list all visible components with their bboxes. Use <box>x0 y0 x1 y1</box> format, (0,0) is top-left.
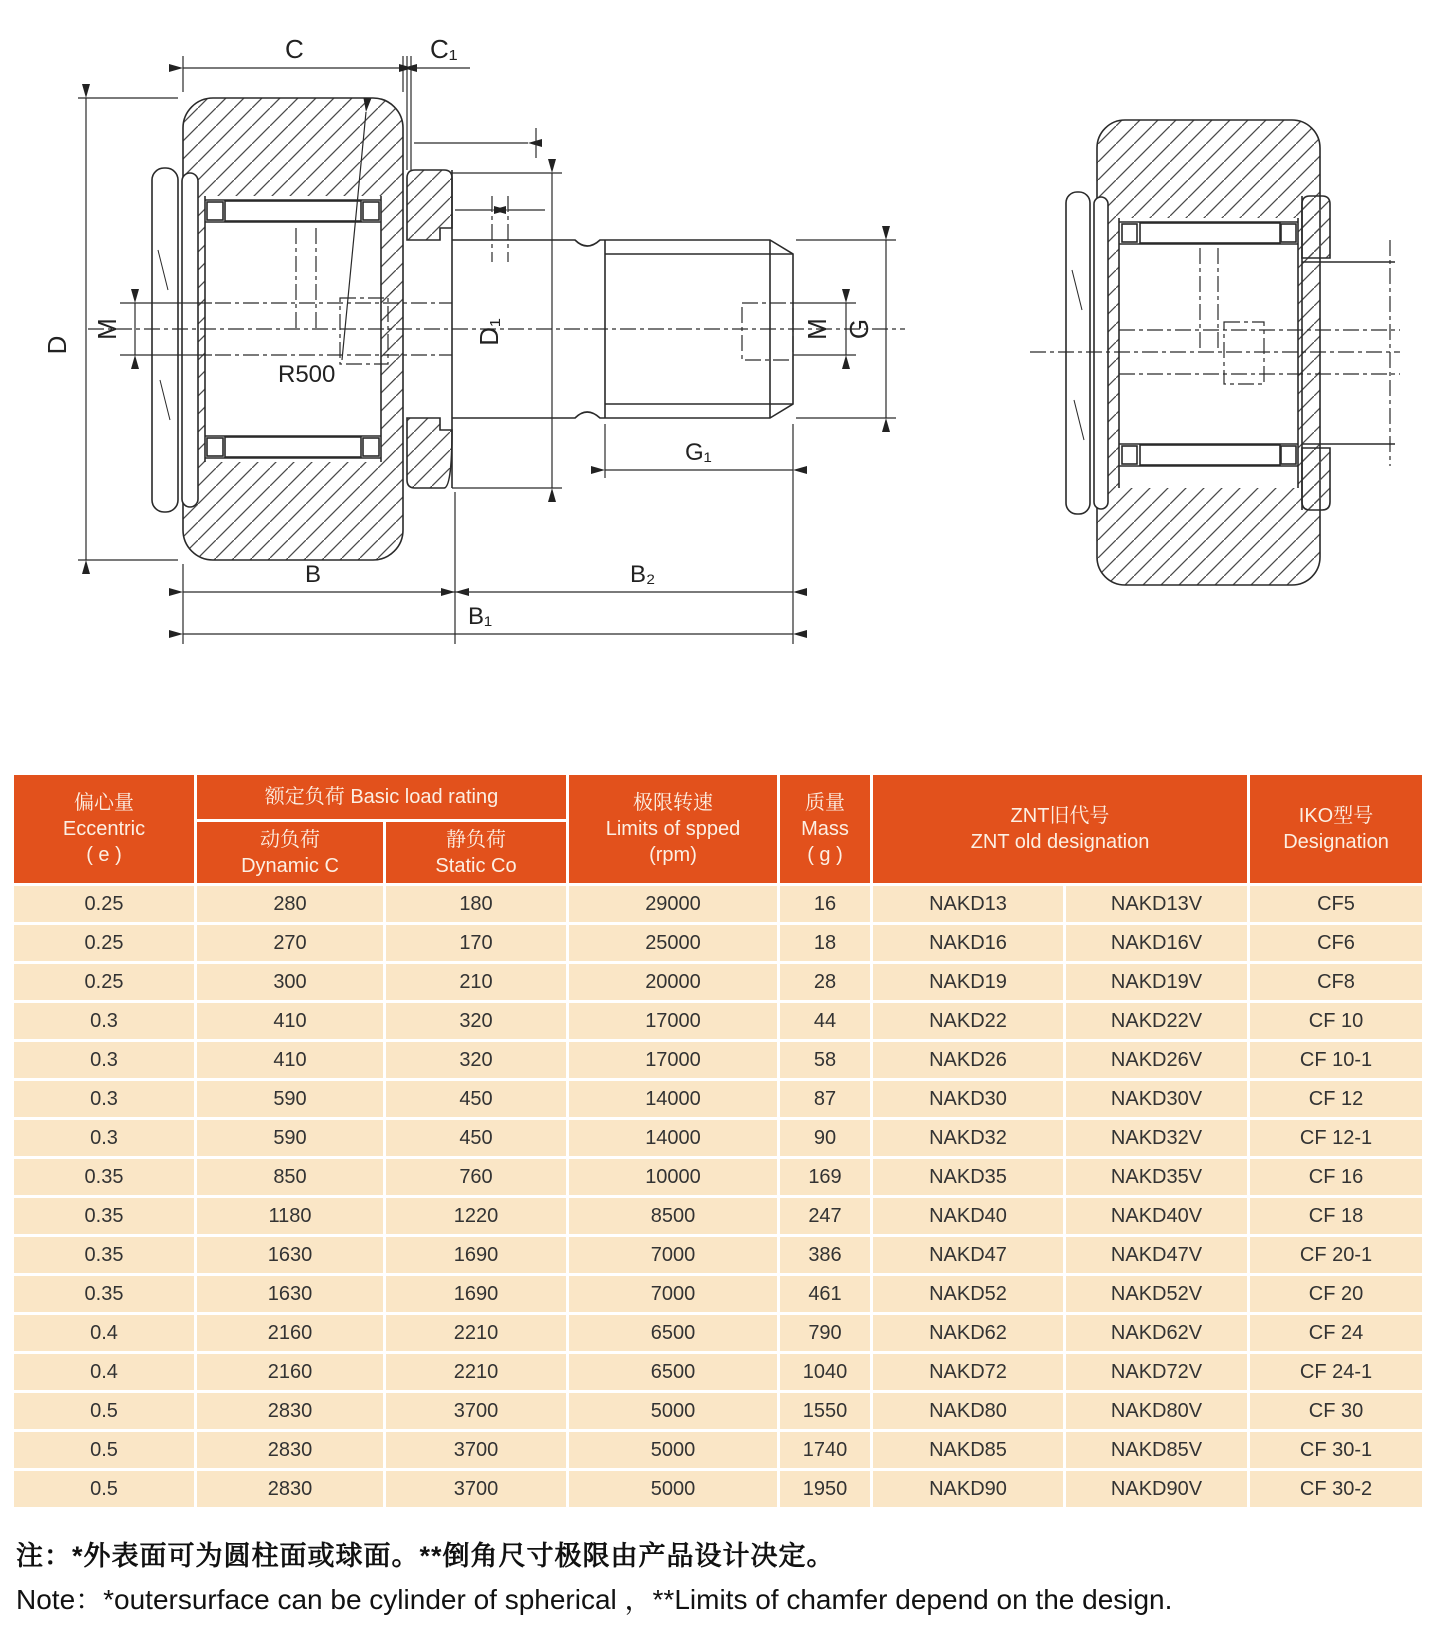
table-cell: CF 20-1 <box>1250 1237 1422 1273</box>
header-mass-unit: ( g ) <box>807 844 843 866</box>
table-cell: 247 <box>780 1198 870 1234</box>
table-cell: 760 <box>386 1159 566 1195</box>
table-cell: 320 <box>386 1003 566 1039</box>
table-cell: 0.25 <box>14 925 194 961</box>
table-cell: 44 <box>780 1003 870 1039</box>
table-cell: 2830 <box>197 1471 383 1507</box>
dim-label-d: D <box>42 335 72 355</box>
header-iko <box>1250 775 1422 883</box>
table-cell: 0.25 <box>14 886 194 922</box>
dim-label-d1: D₁ <box>474 318 504 346</box>
table-cell: 17000 <box>569 1003 777 1039</box>
header-mass-en: Mass <box>801 818 849 840</box>
table-cell: 0.35 <box>14 1237 194 1273</box>
table-cell: 1630 <box>197 1276 383 1312</box>
table-cell: 590 <box>197 1081 383 1117</box>
table-cell: 1630 <box>197 1237 383 1273</box>
dim-label-c: C <box>285 34 304 64</box>
table-cell: 7000 <box>569 1237 777 1273</box>
table-cell: CF 12-1 <box>1250 1120 1422 1156</box>
table-cell: 1690 <box>386 1237 566 1273</box>
header-speed <box>569 775 777 883</box>
table-cell: CF 18 <box>1250 1198 1422 1234</box>
table-cell: 386 <box>780 1237 870 1273</box>
dim-label-g: G <box>844 318 874 340</box>
table-cell: 180 <box>386 886 566 922</box>
table-cell: 2160 <box>197 1354 383 1390</box>
table-cell: 7000 <box>569 1276 777 1312</box>
table-cell: 20000 <box>569 964 777 1000</box>
header-static <box>386 822 566 883</box>
table-cell: 0.3 <box>14 1042 194 1078</box>
dim-label-b: B <box>305 561 322 588</box>
table-cell: 8500 <box>569 1198 777 1234</box>
dim-label-c1: C₁ <box>430 34 458 64</box>
table-cell: 28 <box>780 964 870 1000</box>
table-cell: 3700 <box>386 1393 566 1429</box>
table-cell: 0.35 <box>14 1159 194 1195</box>
table-cell: NAKD85 <box>873 1432 1063 1468</box>
table-cell: CF 30 <box>1250 1393 1422 1429</box>
header-mass <box>780 775 870 883</box>
table-cell: CF 30-2 <box>1250 1471 1422 1507</box>
table-cell: 2210 <box>386 1354 566 1390</box>
table-cell: NAKD80 <box>873 1393 1063 1429</box>
table-cell: 0.35 <box>14 1276 194 1312</box>
table-cell: CF 30-1 <box>1250 1432 1422 1468</box>
table-cell: 18 <box>780 925 870 961</box>
table-cell: CF6 <box>1250 925 1422 961</box>
table-cell: 461 <box>780 1276 870 1312</box>
table-cell: NAKD30 <box>873 1081 1063 1117</box>
table-cell: 0.35 <box>14 1198 194 1234</box>
table-cell: 2210 <box>386 1315 566 1351</box>
header-basic-load-label: 额定负荷 Basic load rating <box>264 786 499 808</box>
table-cell: NAKD40V <box>1066 1198 1247 1234</box>
table-cell: NAKD19 <box>873 964 1063 1000</box>
table-cell: 450 <box>386 1120 566 1156</box>
table-cell: NAKD22V <box>1066 1003 1247 1039</box>
table-cell: NAKD13 <box>873 886 1063 922</box>
table-cell: NAKD40 <box>873 1198 1063 1234</box>
table-cell: 1220 <box>386 1198 566 1234</box>
table-cell: NAKD35V <box>1066 1159 1247 1195</box>
table-cell: NAKD52 <box>873 1276 1063 1312</box>
table-cell: NAKD13V <box>1066 886 1247 922</box>
table-cell: 87 <box>780 1081 870 1117</box>
table-cell: CF 10-1 <box>1250 1042 1422 1078</box>
table-cell: 3700 <box>386 1471 566 1507</box>
note-english: Note：*outersurface can be cylinder of spherical ，**Limits of chamfer depend on the design. <box>16 1584 1173 1615</box>
header-basic-load-rating <box>197 775 566 819</box>
table-cell: NAKD72V <box>1066 1354 1247 1390</box>
header-znt <box>873 775 1247 883</box>
header-dynamic <box>197 822 383 883</box>
table-cell: NAKD32V <box>1066 1120 1247 1156</box>
table-cell: 1740 <box>780 1432 870 1468</box>
header-speed-zh: 极限转速 <box>633 792 713 814</box>
table-cell: 410 <box>197 1042 383 1078</box>
header-mass-zh: 质量 <box>805 792 845 814</box>
table-cell: 1950 <box>780 1471 870 1507</box>
table-cell: 0.4 <box>14 1354 194 1390</box>
table-cell: NAKD90V <box>1066 1471 1247 1507</box>
table-cell: NAKD26 <box>873 1042 1063 1078</box>
table-cell: 5000 <box>569 1393 777 1429</box>
header-iko-zh: IKO型号 <box>1298 805 1374 827</box>
table-cell: 2160 <box>197 1315 383 1351</box>
table-cell: NAKD16 <box>873 925 1063 961</box>
dim-label-b1: B₁ <box>468 603 493 630</box>
table-cell: NAKD16V <box>1066 925 1247 961</box>
table-cell: CF 16 <box>1250 1159 1422 1195</box>
table-cell: 590 <box>197 1120 383 1156</box>
table-cell: 170 <box>386 925 566 961</box>
table-cell: NAKD26V <box>1066 1042 1247 1078</box>
table-cell: NAKD32 <box>873 1120 1063 1156</box>
table-cell: NAKD52V <box>1066 1276 1247 1312</box>
header-static-zh: 静负荷 <box>446 828 506 851</box>
table-cell: 1550 <box>780 1393 870 1429</box>
note-chinese: 注：*外表面可为圆柱面或球面。**倒角尺寸极限由产品设计决定。 <box>16 1541 835 1571</box>
table-cell: 210 <box>386 964 566 1000</box>
table-cell: 14000 <box>569 1081 777 1117</box>
table-cell: 2830 <box>197 1432 383 1468</box>
header-znt-zh: ZNT旧代号 <box>1010 805 1110 827</box>
header-speed-unit: (rpm) <box>649 844 697 866</box>
table-cell: 270 <box>197 925 383 961</box>
header-iko-en: Designation <box>1283 831 1389 853</box>
dim-label-m-left: M <box>92 318 122 340</box>
table-cell: 1180 <box>197 1198 383 1234</box>
table-cell: NAKD85V <box>1066 1432 1247 1468</box>
header-dynamic-zh: 动负荷 <box>260 828 320 851</box>
header-eccentric-unit: ( e ) <box>86 844 122 866</box>
table-cell: NAKD90 <box>873 1471 1063 1507</box>
table-cell: 280 <box>197 886 383 922</box>
table-cell: 1690 <box>386 1276 566 1312</box>
table-cell: 16 <box>780 886 870 922</box>
table-cell: 0.3 <box>14 1003 194 1039</box>
table-cell: 300 <box>197 964 383 1000</box>
header-dynamic-en: Dynamic C <box>241 854 339 877</box>
table-cell: CF 24-1 <box>1250 1354 1422 1390</box>
table-cell: 0.3 <box>14 1120 194 1156</box>
table-cell: CF8 <box>1250 964 1422 1000</box>
table-cell: 25000 <box>569 925 777 961</box>
table-cell: 58 <box>780 1042 870 1078</box>
header-znt-en: ZNT old designation <box>970 831 1150 853</box>
table-cell: 6500 <box>569 1315 777 1351</box>
table-cell: 0.5 <box>14 1432 194 1468</box>
table-cell: CF 12 <box>1250 1081 1422 1117</box>
table-cell: 3700 <box>386 1432 566 1468</box>
table-cell: 410 <box>197 1003 383 1039</box>
table-cell: NAKD62 <box>873 1315 1063 1351</box>
dim-label-b2: B₂ <box>630 561 656 588</box>
table-cell: NAKD35 <box>873 1159 1063 1195</box>
table-cell: CF5 <box>1250 886 1422 922</box>
table-cell: NAKD30V <box>1066 1081 1247 1117</box>
table-cell: NAKD19V <box>1066 964 1247 1000</box>
table-cell: NAKD72 <box>873 1354 1063 1390</box>
drawing-stud-type <box>42 34 905 644</box>
header-eccentric <box>14 775 194 883</box>
table-cell: 450 <box>386 1081 566 1117</box>
table-cell: 320 <box>386 1042 566 1078</box>
table-cell: CF 20 <box>1250 1276 1422 1312</box>
table-cell: 1040 <box>780 1354 870 1390</box>
table-cell: 6500 <box>569 1354 777 1390</box>
table-cell: NAKD47 <box>873 1237 1063 1273</box>
table-cell: 0.25 <box>14 964 194 1000</box>
table-cell: CF 10 <box>1250 1003 1422 1039</box>
table-cell: 10000 <box>569 1159 777 1195</box>
table-cell: 0.4 <box>14 1315 194 1351</box>
table-cell: 90 <box>780 1120 870 1156</box>
table-cell: NAKD47V <box>1066 1237 1247 1273</box>
table-cell: CF 24 <box>1250 1315 1422 1351</box>
table-cell: 850 <box>197 1159 383 1195</box>
table-cell: 5000 <box>569 1432 777 1468</box>
table-cell: 14000 <box>569 1120 777 1156</box>
technical-drawing <box>0 0 1437 730</box>
dim-label-r500: R500 <box>278 361 336 388</box>
header-speed-en: Limits of spped <box>605 818 741 840</box>
header-static-en: Static Co <box>435 854 517 877</box>
table-cell: NAKD22 <box>873 1003 1063 1039</box>
table-cell: 29000 <box>569 886 777 922</box>
header-eccentric-zh: 偏心量 <box>74 792 134 814</box>
table-cell: 0.5 <box>14 1393 194 1429</box>
table-cell: NAKD80V <box>1066 1393 1247 1429</box>
table-cell: 790 <box>780 1315 870 1351</box>
table-cell: 2830 <box>197 1393 383 1429</box>
drawing-yoke-type <box>1030 120 1400 585</box>
dim-label-m-right: M <box>802 318 832 340</box>
table-cell: 0.3 <box>14 1081 194 1117</box>
table-cell: 17000 <box>569 1042 777 1078</box>
table-cell: 0.5 <box>14 1471 194 1507</box>
dim-label-g1: G₁ <box>685 439 712 466</box>
header-eccentric-en: Eccentric <box>62 818 146 840</box>
table-cell: NAKD62V <box>1066 1315 1247 1351</box>
table-cell: 169 <box>780 1159 870 1195</box>
table-cell: 5000 <box>569 1471 777 1507</box>
spec-table <box>14 775 1422 1507</box>
